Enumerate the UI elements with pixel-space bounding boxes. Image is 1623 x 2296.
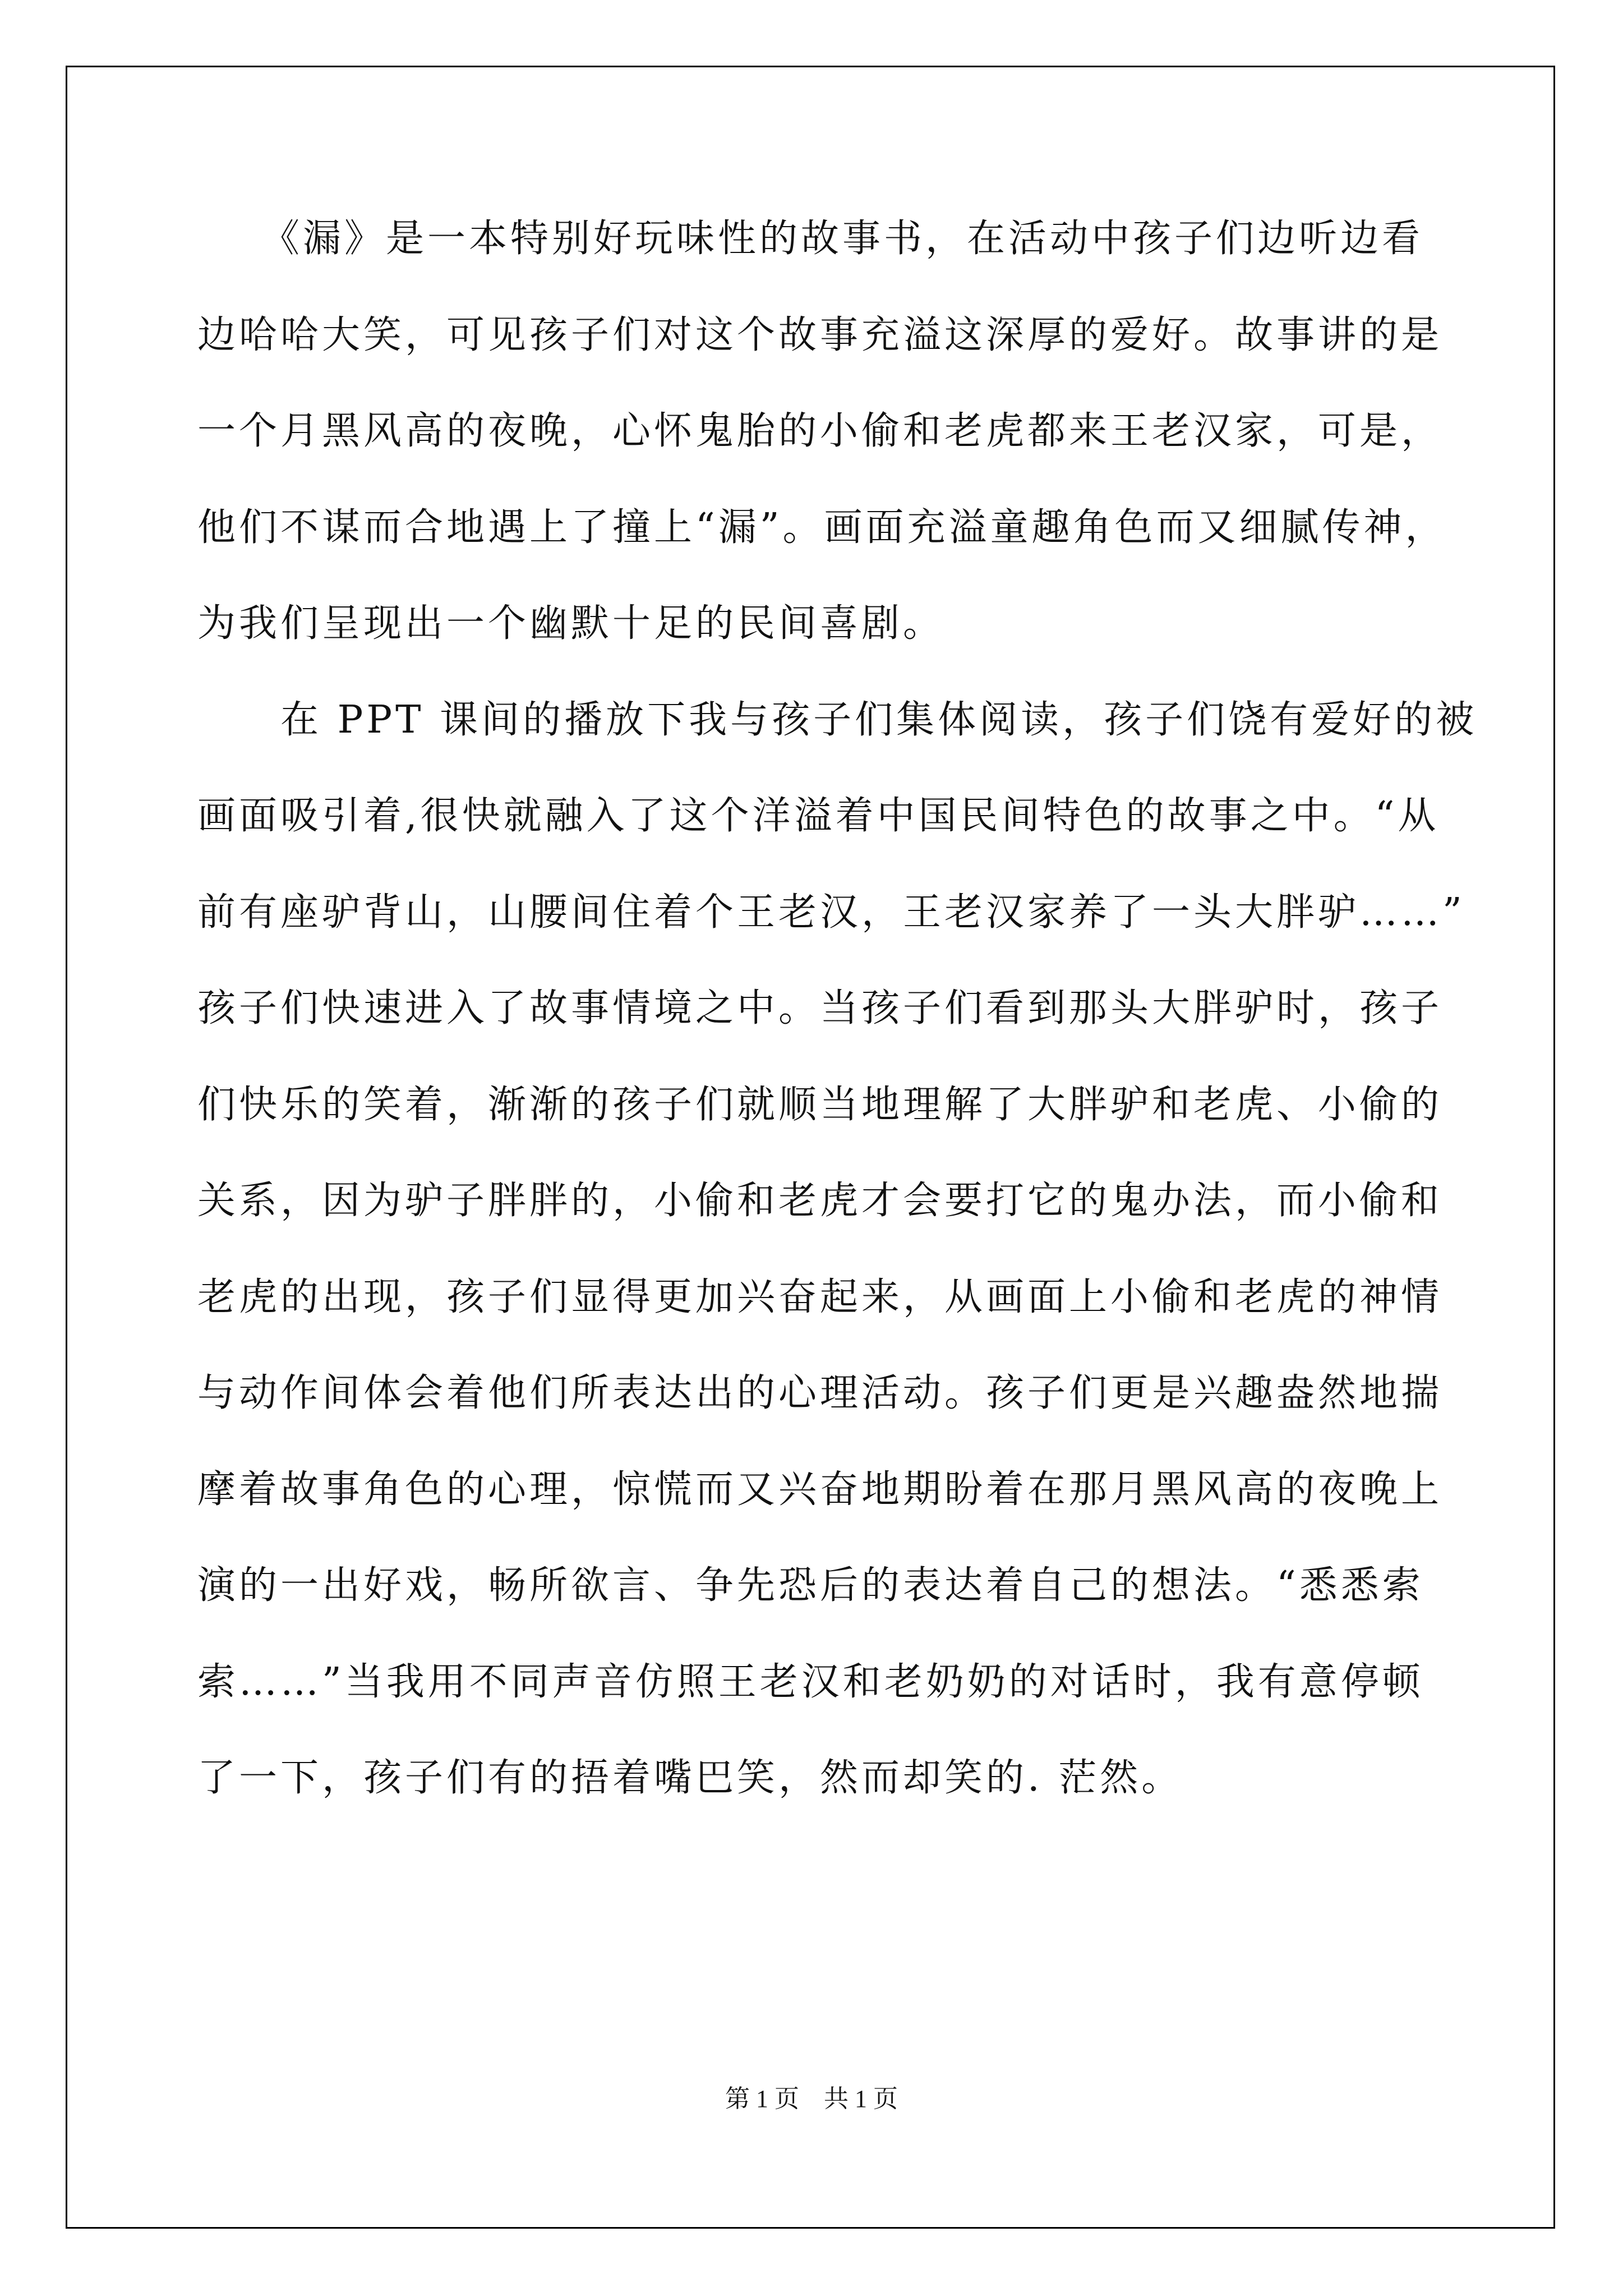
text-line: 《漏》是一本特别好玩味性的故事书，在活动中孩子们边听边看 [197, 217, 1424, 261]
text-line: 们快乐的笑着，渐渐的孩子们就顺当地理解了大胖驴和老虎、小偷的 [197, 1082, 1443, 1127]
document-body [197, 191, 1478, 1826]
text-line: 边哈哈大笑，可见孩子们对这个故事充溢这深厚的爱好。故事讲的是 [197, 312, 1443, 357]
paragraph [197, 672, 1478, 1826]
text-line: 前有座驴背山，山腰间住着个王老汉，王老汉家养了一头大胖驴……” [197, 890, 1465, 935]
text-line: 为我们呈现出一个幽默十足的民间喜剧。 [197, 601, 945, 646]
text-line: 画面吸引着,很快就融入了这个洋溢着中国民间特色的故事之中。“从 [197, 794, 1440, 838]
page-number-label: 第 1 页 共 1 页 [725, 2085, 898, 2113]
paragraph [197, 191, 1447, 672]
text-line: 了一下，孩子们有的捂着嘴巴笑，然而却笑的. 茫然。 [197, 1756, 1183, 1800]
text-line: 老虎的出现，孩子们显得更加兴奋起来，从画面上小偷和老虎的神情 [197, 1274, 1443, 1319]
text-line: 索……”当我用不同声音仿照王老汉和老奶奶的对话时，我有意停顿 [197, 1659, 1424, 1704]
text-line: 他们不谋而合地遇上了撞上“漏”。画面充溢童趣角色而又细腻传神， [197, 505, 1447, 550]
text-line: 与动作间体会着他们所表达出的心理活动。孩子们更是兴趣盎然地揣 [197, 1371, 1443, 1415]
text-line: 一个月黑风高的夜晚，心怀鬼胎的小偷和老虎都来王老汉家，可是， [197, 409, 1443, 453]
text-line: 演的一出好戏，畅所欲言、争先恐后的表达着自己的想法。“悉悉索 [197, 1563, 1424, 1608]
page-footer [0, 2078, 1623, 2114]
text-line: 关系，因为驴子胖胖的，小偷和老虎才会要打它的鬼办法，而小偷和 [197, 1179, 1443, 1223]
text-line: 在 PPT 课间的播放下我与孩子们集体阅读，孩子们饶有爱好的被 [197, 697, 1478, 742]
text-line: 孩子们快速进入了故事情境之中。当孩子们看到那头大胖驴时，孩子 [197, 986, 1443, 1030]
text-line: 摩着故事角色的心理，惊慌而又兴奋地期盼着在那月黑风高的夜晚上 [197, 1467, 1443, 1512]
